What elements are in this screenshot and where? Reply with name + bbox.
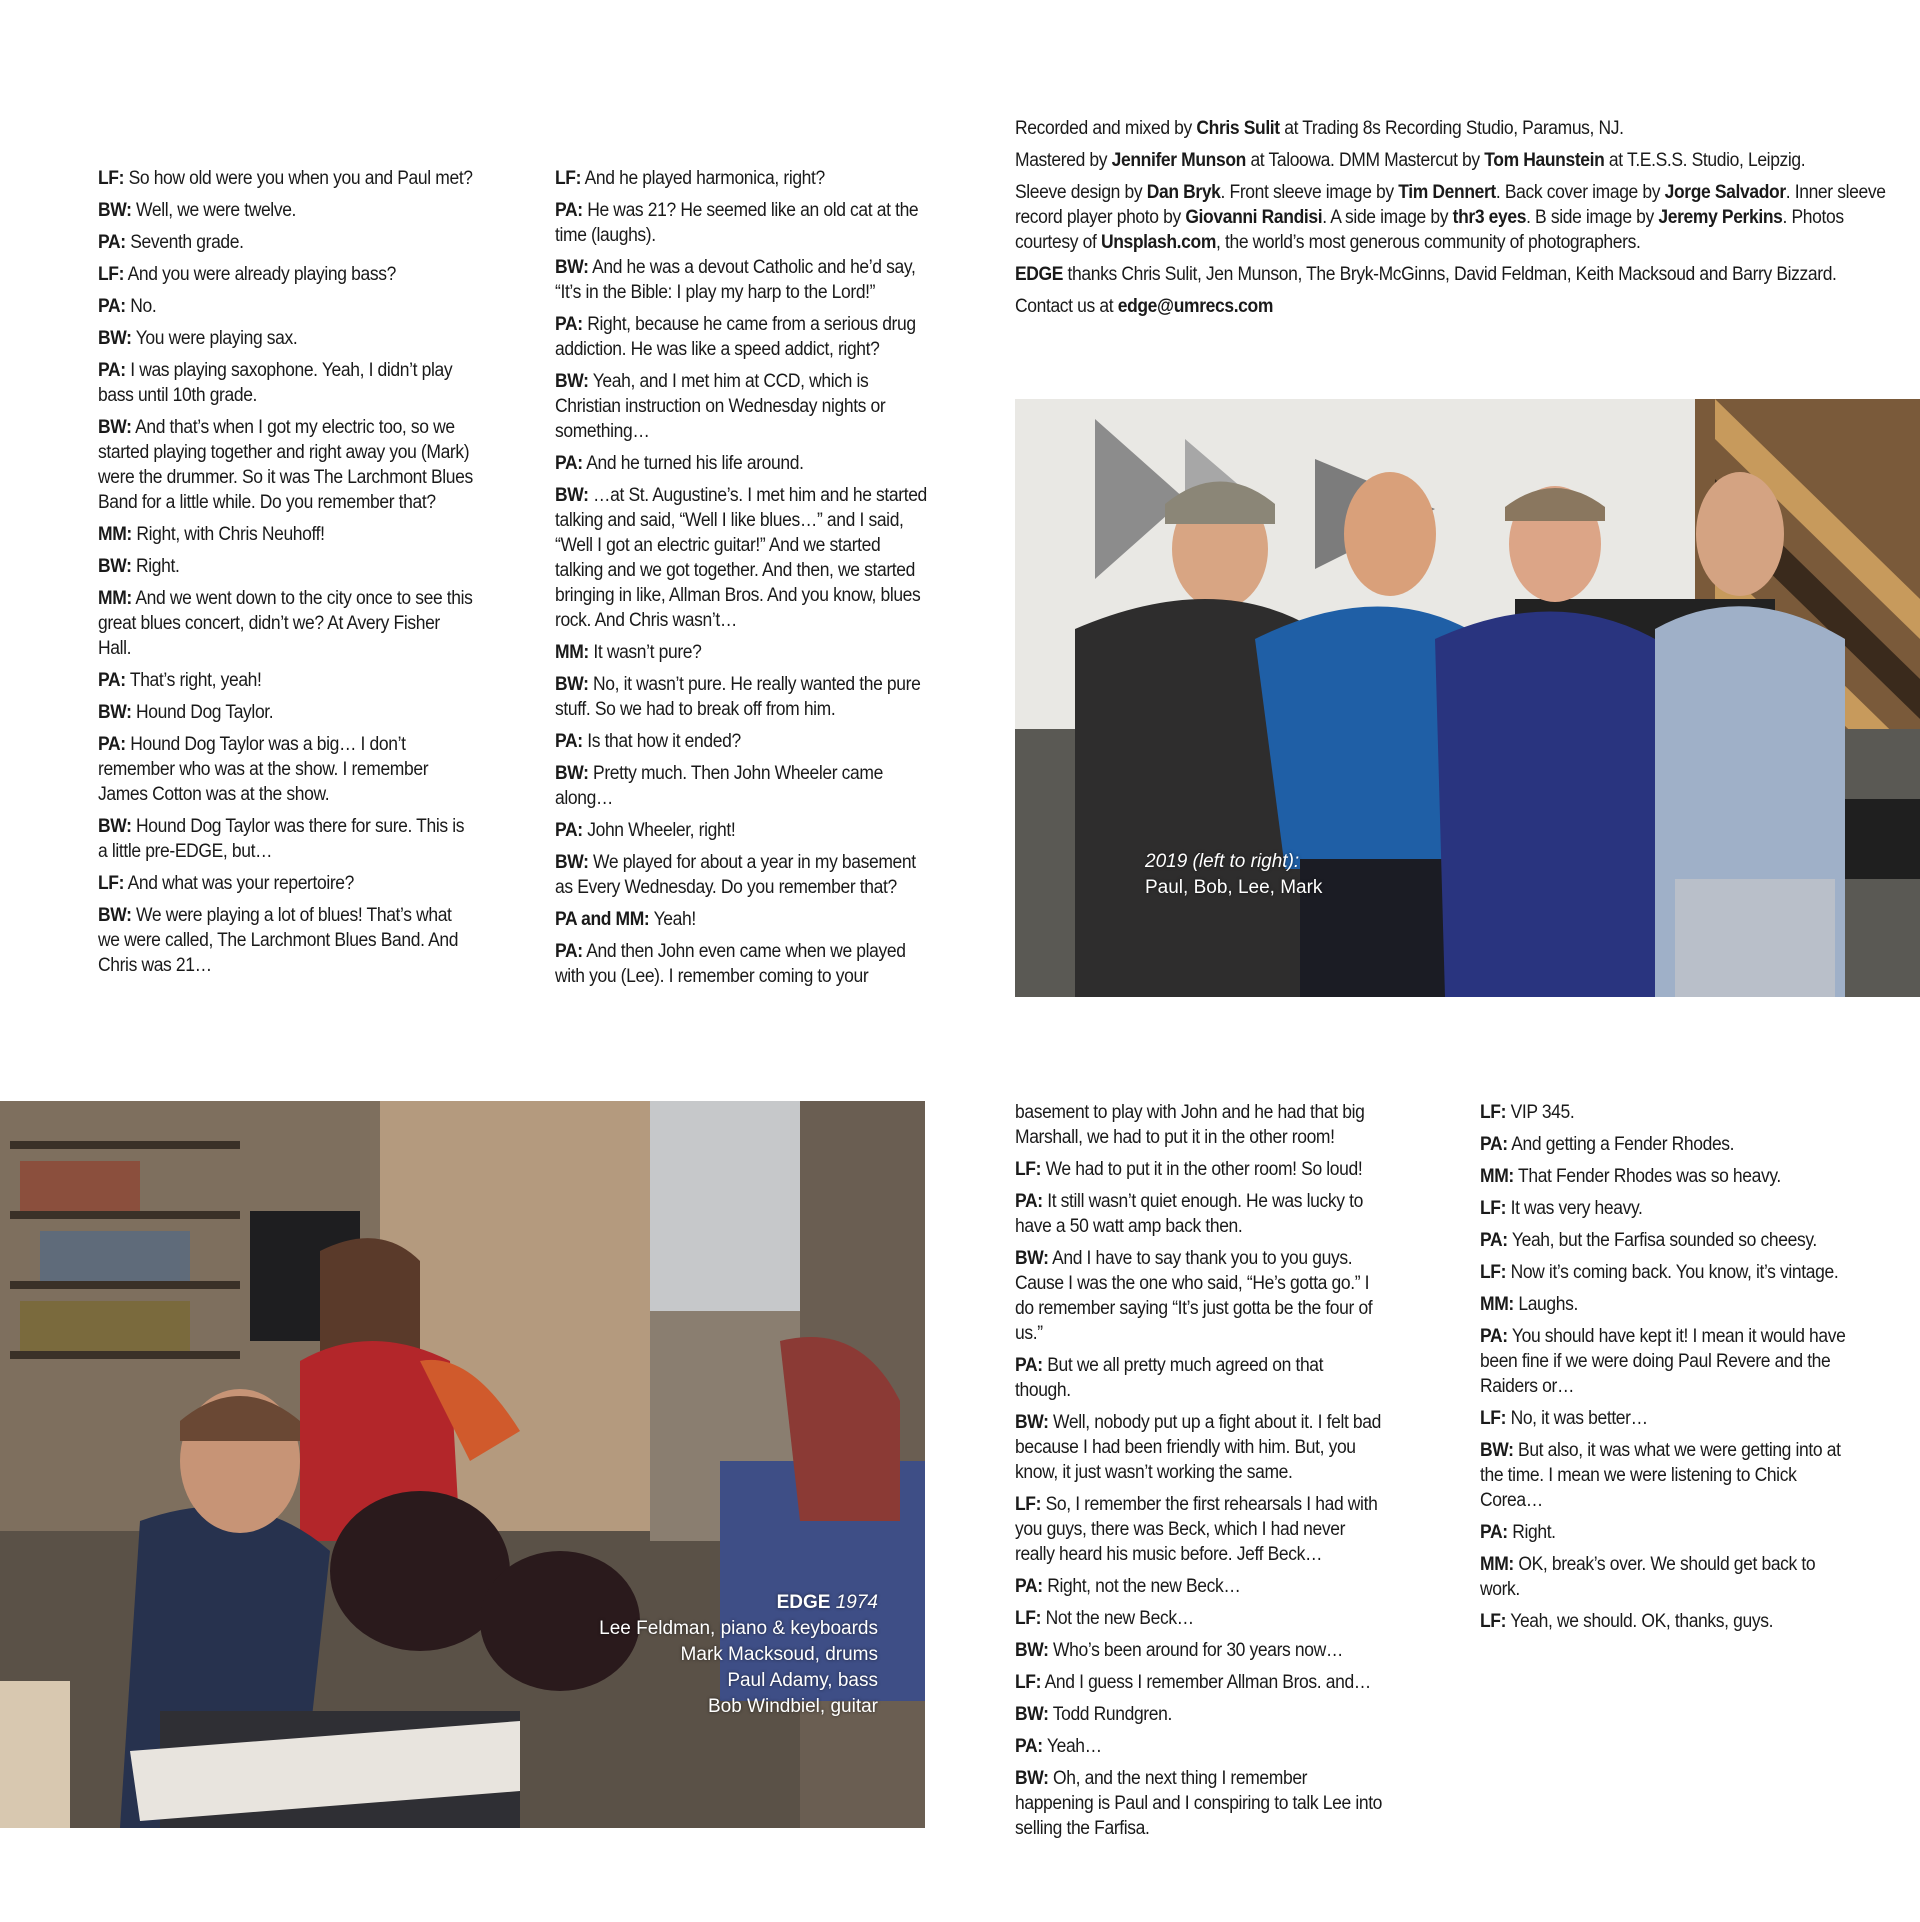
line-text: That’s right, yeah! [129,670,262,691]
caption-2019-names: Paul, Bob, Lee, Mark [1145,877,1323,898]
credit-line [1015,262,1903,287]
line-text: Yeah, but the Farfisa sounded so cheesy. [1511,1230,1817,1251]
line-text: It still wasn’t quiet enough. He was lucky to have a 50 watt amp back then. [1015,1191,1363,1237]
interview-column-4 [1480,1100,1848,1641]
line-text: No, it was better… [1510,1408,1648,1429]
speaker-label: LF: [98,264,125,285]
interview-line [98,871,473,896]
speaker-label: BW: [98,417,132,438]
interview-line [98,903,473,978]
caption-1974-member: Lee Feldman, piano & keyboards [599,1618,878,1639]
interview-line [1015,1492,1383,1567]
line-text: And he was a devout Catholic and he’d say, “It’s in the Bible: I play my harp to the Lord!” [555,257,916,303]
interview-line [555,729,930,754]
interview-line [98,415,473,515]
speaker-label: BW: [1015,1768,1049,1789]
interview-line [98,326,473,351]
speaker-label: PA: [555,314,583,335]
speaker-label: PA: [555,820,583,841]
line-text: And he turned his life around. [586,453,804,474]
credit-name: Jeremy Perkins [1658,207,1783,228]
speaker-label: BW: [98,702,132,723]
speaker-label: BW: [555,257,589,278]
line-text: It wasn’t pure? [593,642,702,663]
speaker-label: PA: [555,731,583,752]
photo-2019-image [1015,399,1920,997]
line-text: So how old were you when you and Paul met? [128,168,473,189]
speaker-label: PA: [555,453,583,474]
interview-line [555,672,930,722]
credit-name: Jorge Salvador [1664,182,1786,203]
interview-line [1480,1100,1848,1125]
credit-text: . A side image by [1322,207,1453,228]
photo-1974-caption [599,1590,878,1720]
line-text: I was playing saxophone. Yeah, I didn’t play bass until 10th grade. [98,360,453,406]
line-text: You were playing sax. [135,328,298,349]
speaker-label: BW: [1015,1704,1049,1725]
speaker-label: BW: [98,200,132,221]
speaker-label: BW: [1015,1640,1049,1661]
credit-name: Chris Sulit [1196,118,1280,139]
interview-line [555,483,930,633]
speaker-label: LF: [1015,1608,1042,1629]
line-text: Hound Dog Taylor was there for sure. This is a little pre-EDGE, but… [98,816,465,862]
speaker-label: PA: [1015,1355,1043,1376]
speaker-label: PA: [98,734,126,755]
speaker-label: LF: [98,168,125,189]
speaker-label: BW: [98,816,132,837]
speaker-label: PA: [555,200,583,221]
interview-line [1015,1189,1383,1239]
speaker-label: PA: [1015,1736,1043,1757]
speaker-label: PA: [1480,1134,1508,1155]
speaker-label: PA: [98,360,126,381]
speaker-label: BW: [555,852,589,873]
interview-line [1480,1520,1848,1545]
line-text: You should have kept it! I mean it would have been fine if we were doing Paul Revere and the Raiders or… [1480,1326,1846,1397]
interview-line [98,732,473,807]
credit-text: . Front sleeve image by [1220,182,1399,203]
caption-1974-band: EDGE [776,1592,831,1613]
interview-line [555,818,930,843]
speaker-label: MM: [1480,1554,1514,1575]
line-text: Yeah! [653,909,696,930]
credit-text: . Photos courtesy of [1015,207,1844,253]
interview-line [98,700,473,725]
line-text: OK, break’s over. We should get back to work. [1480,1554,1816,1600]
line-text: Todd Rundgren. [1052,1704,1172,1725]
interview-line [1015,1410,1383,1485]
credit-text: thanks Chris Sulit, Jen Munson, The Bryk-McGinns, David Feldman, Keith Macksoud and Barry Bizzard. [1063,264,1837,285]
line-text: Is that how it ended? [587,731,741,752]
line-text: basement to play with John and he had that big Marshall, we had to put it in the other room! [1015,1102,1365,1148]
interview-line [1480,1406,1848,1431]
interview-line [98,294,473,319]
interview-line [1015,1670,1383,1695]
line-text: Yeah, and I met him at CCD, which is Christian instruction on Wednesday nights or something… [555,371,886,442]
line-text: No. [130,296,157,317]
credit-name: Giovanni Randisi [1185,207,1323,228]
speaker-label: MM: [555,642,589,663]
credits-block [1015,116,1903,326]
interview-line [1015,1734,1383,1759]
line-text: And getting a Fender Rhodes. [1511,1134,1735,1155]
speaker-label: BW: [1480,1440,1514,1461]
interview-line [1480,1292,1848,1317]
credit-name: Tom Haunstein [1484,150,1605,171]
speaker-label: BW: [98,328,132,349]
credit-name: Unsplash.com [1100,232,1217,253]
speaker-label: PA: [1015,1576,1043,1597]
speaker-label: BW: [98,556,132,577]
speaker-label: PA: [1480,1230,1508,1251]
interview-line [555,850,930,900]
interview-line [98,554,473,579]
interview-line [1015,1606,1383,1631]
interview-line [555,761,930,811]
interview-line [555,451,930,476]
credit-name: Tim Dennert [1398,182,1496,203]
interview-line [1480,1609,1848,1634]
line-text: Pretty much. Then John Wheeler came along… [555,763,883,809]
interview-line [1015,1246,1383,1346]
speaker-label: MM: [1480,1166,1514,1187]
line-text: Right. [136,556,180,577]
speaker-label: PA: [98,670,126,691]
interview-column-3 [1015,1100,1383,1848]
line-text: Right, with Chris Neuhoff! [136,524,325,545]
speaker-label: BW: [555,674,589,695]
interview-line [1480,1438,1848,1513]
speaker-label: PA and MM: [555,909,650,930]
line-text: No, it wasn’t pure. He really wanted the pure stuff. So we had to break off from him. [555,674,921,720]
line-text: Right, not the new Beck… [1047,1576,1241,1597]
line-text: Yeah, we should. OK, thanks, guys. [1510,1611,1774,1632]
line-text: We had to put it in the other room! So loud! [1045,1159,1363,1180]
credit-text: . B side image by [1526,207,1659,228]
line-text: But we all pretty much agreed on that though. [1015,1355,1324,1401]
line-text: Not the new Beck… [1045,1608,1194,1629]
interview-line [1015,1702,1383,1727]
line-text: But also, it was what we were getting into at the time. I mean we were listening to Chick Corea… [1480,1440,1841,1511]
speaker-label: MM: [98,524,132,545]
speaker-label: LF: [1480,1198,1507,1219]
interview-line [1480,1164,1848,1189]
interview-line [555,640,930,665]
caption-1974-member: Paul Adamy, bass [727,1670,878,1691]
credit-text: Contact us at [1015,296,1118,317]
caption-1974-title [599,1590,878,1616]
credit-name: Jennifer Munson [1111,150,1246,171]
line-text: So, I remember the first rehearsals I had with you guys, there was Beck, which I had never really heard his music before. Jeff Beck… [1015,1494,1378,1565]
speaker-label: MM: [1480,1294,1514,1315]
speaker-label: PA: [98,232,126,253]
line-text: Right. [1512,1522,1556,1543]
line-text: Hound Dog Taylor. [136,702,274,723]
interview-line [98,166,473,191]
interview-line [555,939,930,989]
line-text: And you were already playing bass? [127,264,396,285]
band-photo-2019 [1015,399,1920,997]
credit-name: Dan Bryk [1146,182,1221,203]
speaker-label: PA: [1015,1191,1043,1212]
caption-1974-year: 1974 [835,1592,878,1613]
interview-line [98,262,473,287]
interview-column-1 [98,166,473,985]
interview-line [555,312,930,362]
credit-name: edge@umrecs.com [1117,296,1274,317]
credit-text: at T.E.S.S. Studio, Leipzig. [1604,150,1806,171]
line-text: Well, we were twelve. [136,200,297,221]
caption-2019-year: 2019 (left to right): [1145,851,1300,872]
line-text: And he played harmonica, right? [584,168,825,189]
credit-text: Recorded and mixed by [1015,118,1197,139]
credit-text: Sleeve design by [1015,182,1147,203]
line-text: And that’s when I got my electric too, so we started playing together and right away you (Mark) were the drummer. So it was The Larchmont Blues Band for a little while. Do you remember that? [98,417,473,513]
credit-line [1015,116,1903,141]
interview-line [1015,1353,1383,1403]
photo-2019-caption [1145,849,1322,901]
credit-text: , the world’s most generous community of photographers. [1216,232,1641,253]
interview-line [1015,1638,1383,1663]
line-text: Well, nobody put up a fight about it. I felt bad because I had been friendly with him. But, you know, it just wasn’t working the same. [1015,1412,1382,1483]
speaker-label: LF: [1480,1408,1507,1429]
line-text: And then John even came when we played with you (Lee). I remember coming to your [555,941,906,987]
interview-line [98,230,473,255]
interview-line [98,814,473,864]
interview-line [98,198,473,223]
line-text: Who’s been around for 30 years now… [1053,1640,1343,1661]
speaker-label: LF: [98,873,125,894]
line-text: …at St. Augustine’s. I met him and he started talking and said, “Well I like blues…” and I said, “Well I got an electric guitar!” And we started talking and we got together. And then, we started bringing in like, Allman Bros. And you know, blues rock. And Chris wasn’t… [555,485,927,631]
line-text: John Wheeler, right! [587,820,736,841]
speaker-label: LF: [1015,1494,1042,1515]
interview-line [1480,1260,1848,1285]
credit-text: Mastered by [1015,150,1112,171]
credit-line [1015,294,1903,319]
interview-line [1015,1574,1383,1599]
credit-name: EDGE [1015,264,1064,285]
interview-line [1015,1157,1383,1182]
credit-text: at Trading 8s Recording Studio, Paramus, NJ. [1279,118,1624,139]
interview-line [98,668,473,693]
caption-1974-member: Mark Macksoud, drums [680,1644,878,1665]
credit-text: . Back cover image by [1495,182,1665,203]
interview-line [98,358,473,408]
line-text: We were playing a lot of blues! That’s what we were called, The Larchmont Blues Band. And Chris was 21… [98,905,459,976]
interview-line [1480,1324,1848,1399]
credit-text: at Taloowa. DMM Mastercut by [1245,150,1485,171]
interview-line [555,198,930,248]
speaker-label: LF: [1015,1159,1042,1180]
line-text: Laughs. [1518,1294,1578,1315]
interview-line [98,522,473,547]
band-photo-1974 [0,1101,925,1828]
speaker-label: PA: [1480,1326,1508,1347]
interview-line [555,907,930,932]
speaker-label: BW: [1015,1248,1049,1269]
interview-line [1480,1196,1848,1221]
credit-line [1015,148,1903,173]
speaker-label: LF: [1480,1102,1507,1123]
speaker-label: BW: [555,763,589,784]
interview-line [1015,1766,1383,1841]
interview-line [555,255,930,305]
speaker-label: BW: [555,371,589,392]
line-text: And I have to say thank you to you guys. Cause I was the one who said, “He’s gotta go.” I do remember saying “It’s just gotta be the four of us.” [1015,1248,1373,1344]
credit-name: thr3 eyes [1452,207,1527,228]
interview-line [1015,1100,1383,1150]
line-text: That Fender Rhodes was so heavy. [1518,1166,1781,1187]
line-text: It was very heavy. [1510,1198,1643,1219]
line-text: And what was your repertoire? [127,873,355,894]
line-text: We played for about a year in my basement as Every Wednesday. Do you remember that? [555,852,916,898]
line-text: Right, because he came from a serious drug addiction. He was like a speed addict, right? [555,314,916,360]
speaker-label: BW: [555,485,589,506]
line-text: And we went down to the city once to see this great blues concert, didn’t we? At Avery Fisher Hall. [98,588,473,659]
speaker-label: BW: [1015,1412,1049,1433]
interview-column-2 [555,166,930,996]
interview-line [1480,1228,1848,1253]
speaker-label: BW: [98,905,132,926]
speaker-label: LF: [1480,1262,1507,1283]
line-text: Yeah… [1046,1736,1102,1757]
line-text: He was 21? He seemed like an old cat at the time (laughs). [555,200,919,246]
interview-line [1480,1552,1848,1602]
interview-line [555,369,930,444]
line-text: And I guess I remember Allman Bros. and… [1044,1672,1371,1693]
credit-text: . Inner sleeve record player photo by [1015,182,1886,228]
speaker-label: LF: [1480,1611,1507,1632]
speaker-label: PA: [98,296,126,317]
speaker-label: PA: [555,941,583,962]
speaker-label: LF: [1015,1672,1042,1693]
speaker-label: MM: [98,588,132,609]
speaker-label: LF: [555,168,582,189]
line-text: Now it’s coming back. You know, it’s vintage. [1510,1262,1839,1283]
line-text: Hound Dog Taylor was a big… I don’t remember who was at the show. I remember James Cotton was at the show. [98,734,429,805]
line-text: VIP 345. [1510,1102,1575,1123]
line-text: Seventh grade. [130,232,244,253]
line-text: Oh, and the next thing I remember happening is Paul and I conspiring to talk Lee into selling the Farfisa. [1015,1768,1383,1839]
credit-line [1015,180,1903,255]
interview-line [555,166,930,191]
interview-line [98,586,473,661]
speaker-label: PA: [1480,1522,1508,1543]
interview-line [1480,1132,1848,1157]
caption-1974-member: Bob Windbiel, guitar [707,1696,878,1717]
